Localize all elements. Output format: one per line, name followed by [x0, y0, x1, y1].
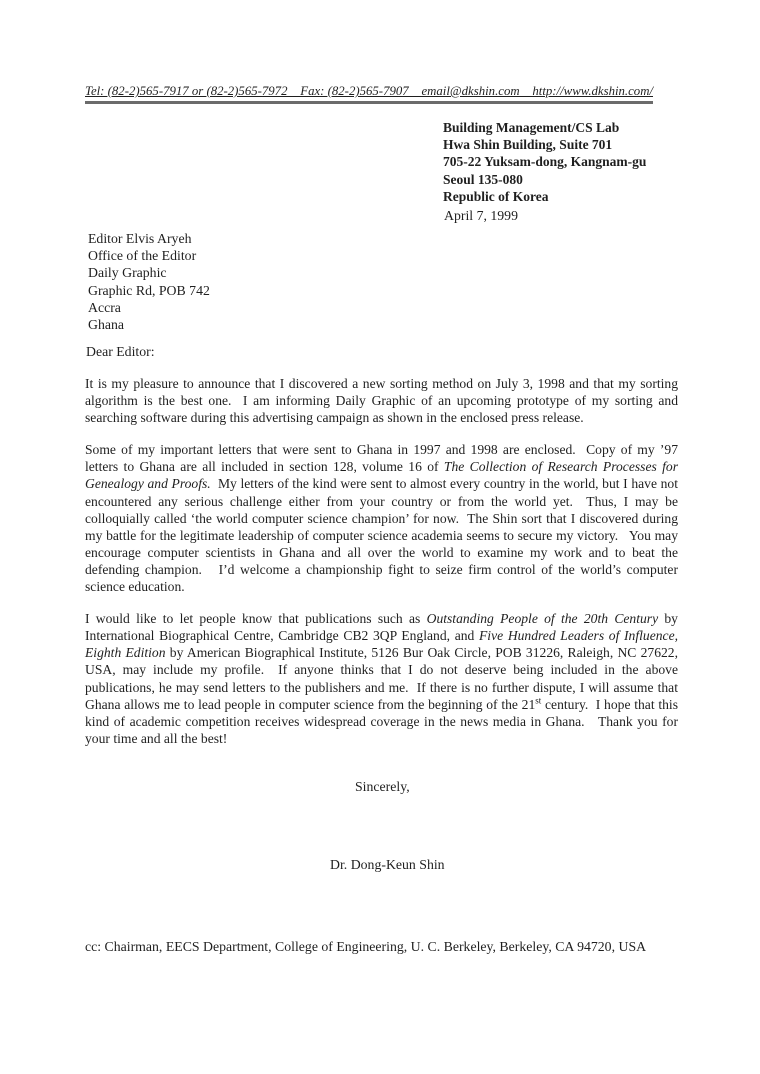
recipient-line: Accra — [88, 299, 121, 315]
recipient-line: Daily Graphic — [88, 265, 167, 281]
salutation: Dear Editor: — [86, 344, 155, 359]
recipient-line: Office of the Editor — [88, 248, 197, 264]
sender-address-block — [443, 119, 646, 205]
paragraph-announcement: It is my pleasure to announce that I discovered a new sorting method on July 3, 1998 and that my sorting algorithm is the best one. I am informing Daily Graphic of an upcoming prototype of my sorting and searching software during this advertising campaign as shown in the enclosed press release. — [85, 376, 682, 426]
sender-address-line: Republic of Korea — [443, 188, 549, 204]
contact-header-text: Tel: (82-2)565-7917 or (82-2)565-7972 Fax: (82-2)565-7907 email@dkshin.com http://www.dkshin.com/ — [85, 84, 654, 98]
recipient-address-block — [88, 230, 210, 333]
recipient-line: Editor Elvis Aryeh — [88, 231, 192, 246]
sender-address-line: Hwa Shin Building, Suite 701 — [443, 137, 613, 153]
recipient-line: Ghana — [88, 317, 125, 333]
contact-header — [85, 84, 653, 104]
date-line: April 7, 1999 — [444, 208, 518, 223]
sender-address-line: Seoul 135-080 — [443, 171, 523, 187]
signature-name: Dr. Dong-Keun Shin — [330, 857, 445, 872]
sender-address-line: Building Management/CS Lab — [443, 120, 620, 135]
recipient-line: Graphic Rd, POB 742 — [88, 282, 210, 298]
sender-address-line: 705-22 Yuksam-dong, Kangnam-gu — [443, 154, 647, 170]
cc-line: cc: Chairman, EECS Department, College of Engineering, U. C. Berkeley, Berkeley, CA 94720, USA — [85, 939, 647, 954]
letter-body — [85, 375, 682, 762]
paragraph-publications: I would like to let people know that publications such as Outstanding People of the 20th Century by International Biographical Centre, Cambridge CB2 3QP England, and Five Hundred Leaders of Influence, Eighth Edition by American Biographical Institute, 5126 Bur Oak Circle, POB 31226, Raleigh, NC 27622, USA, may include my profile. If anyone thinks that I do not deserve being included in the above publications, he may send letters to the publishers and me. If there is no further dispute, I will assume that Ghana allows me to lead people in computer science from the beginning of the 21st century. I hope that this kind of academic competition receives widespread coverage in the news media in Ghana. Thank you for your time and all the best! — [85, 611, 682, 746]
paragraph-letters-champion: Some of my important letters that were sent to Ghana in 1997 and 1998 are enclosed. Copy of my ’97 letters to Ghana are all included in section 128, volume 16 of The Collection of Research Processes for Genealogy and Proofs. My letters of the kind were sent to almost every country in the world, but I have not encountered any serious challenge either from your country or from the world yet. Thus, I may be colloquially called ‘the world computer science champion’ for now. The Shin sort that I discovered during my battle for the legitimate leadership of computer science academia seems to secure my victory. You may encourage computer scientists in Ghana and all over the world to examine my work and to beat the defending champion. I’d welcome a championship fight to seize firm control of the world’s computer science education. — [85, 442, 682, 595]
closing: Sincerely, — [355, 779, 410, 794]
